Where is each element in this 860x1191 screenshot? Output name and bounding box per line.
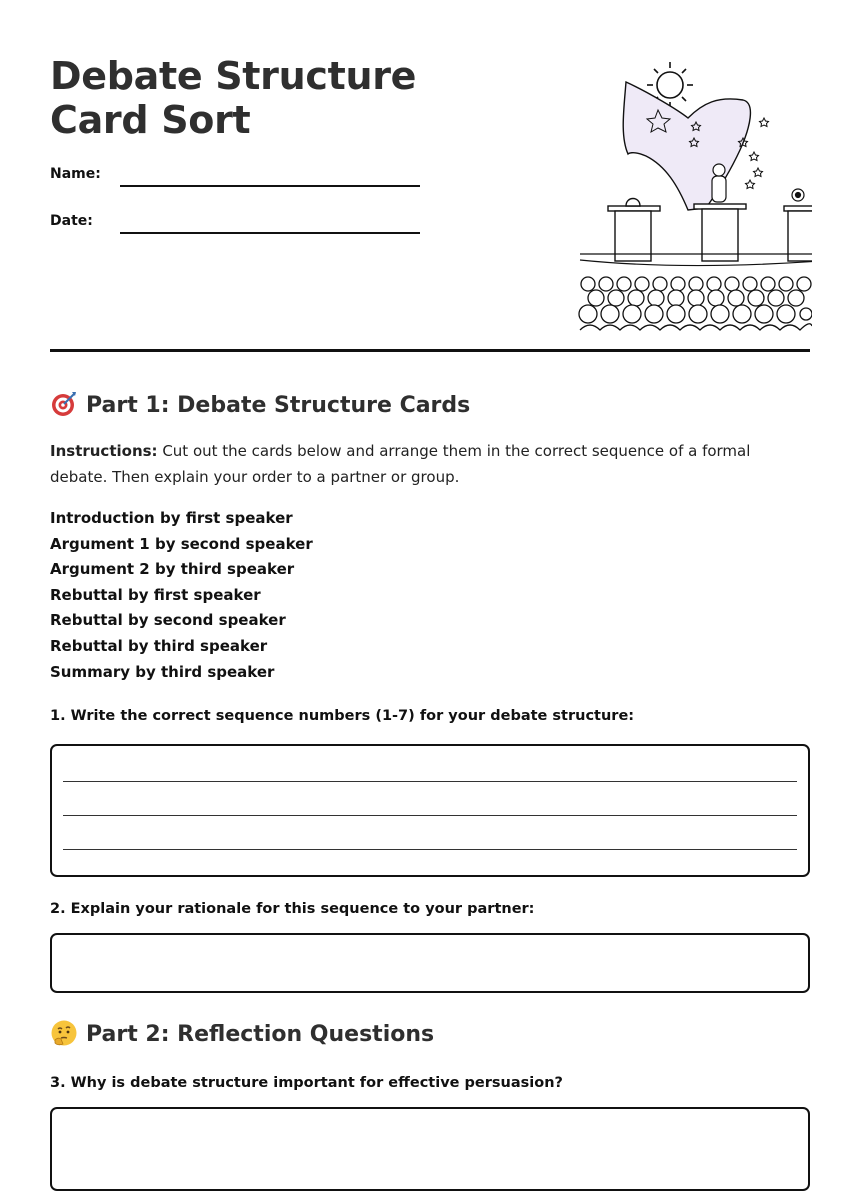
instructions: [50, 438, 810, 490]
thinking-face-emoji: [50, 1019, 78, 1047]
list-item: Rebuttal by first speaker: [50, 585, 261, 604]
podium-icons: [608, 199, 812, 262]
question-2: 2. Explain your rationale for this sequence to your partner:: [50, 901, 535, 917]
instructions-label: Instructions:: [50, 442, 158, 460]
question-3: 3. Why is debate structure important for effective persuasion?: [50, 1075, 563, 1091]
list-item: Rebuttal by second speaker: [50, 611, 286, 630]
date-input-line[interactable]: [120, 232, 420, 234]
card-list: [50, 506, 313, 685]
answer-box-2[interactable]: [50, 933, 810, 993]
answer-box-1[interactable]: [50, 744, 810, 877]
part2-heading: [50, 1019, 434, 1050]
list-item: Rebuttal by third speaker: [50, 636, 268, 655]
answer-box-3[interactable]: [50, 1107, 810, 1191]
list-item: Argument 1 by second speaker: [50, 534, 313, 553]
page-title: Debate Structure Card Sort: [50, 54, 417, 142]
list-item: Summary by third speaker: [50, 662, 275, 681]
header-divider: [50, 349, 810, 352]
date-label: Date:: [50, 213, 93, 229]
part1-heading: [50, 390, 470, 421]
answer-line: [63, 815, 797, 816]
debate-stage-illustration: [528, 58, 812, 334]
date-field: [50, 213, 450, 243]
instructions-text: Cut out the cards below and arrange them in the correct sequence of a formal debate. Then explain your order to a partner or group.: [50, 442, 751, 486]
list-item: Argument 2 by third speaker: [50, 560, 295, 579]
worksheet-header: [50, 0, 810, 352]
name-field: [50, 166, 450, 196]
list-item: Introduction by first speaker: [50, 509, 293, 527]
name-label: Name:: [50, 166, 101, 182]
stage-backdrop: [623, 82, 750, 210]
answer-line: [63, 849, 797, 850]
part1-heading-text: Part 1: Debate Structure Cards: [86, 393, 471, 418]
part2-heading-text: Part 2: Reflection Questions: [86, 1022, 435, 1047]
answer-line: [63, 781, 797, 782]
target-emoji: [50, 390, 78, 418]
audience-icons: [579, 277, 812, 330]
name-input-line[interactable]: [120, 185, 420, 187]
question-1: 1. Write the correct sequence numbers (1-7) for your debate structure:: [50, 708, 635, 724]
